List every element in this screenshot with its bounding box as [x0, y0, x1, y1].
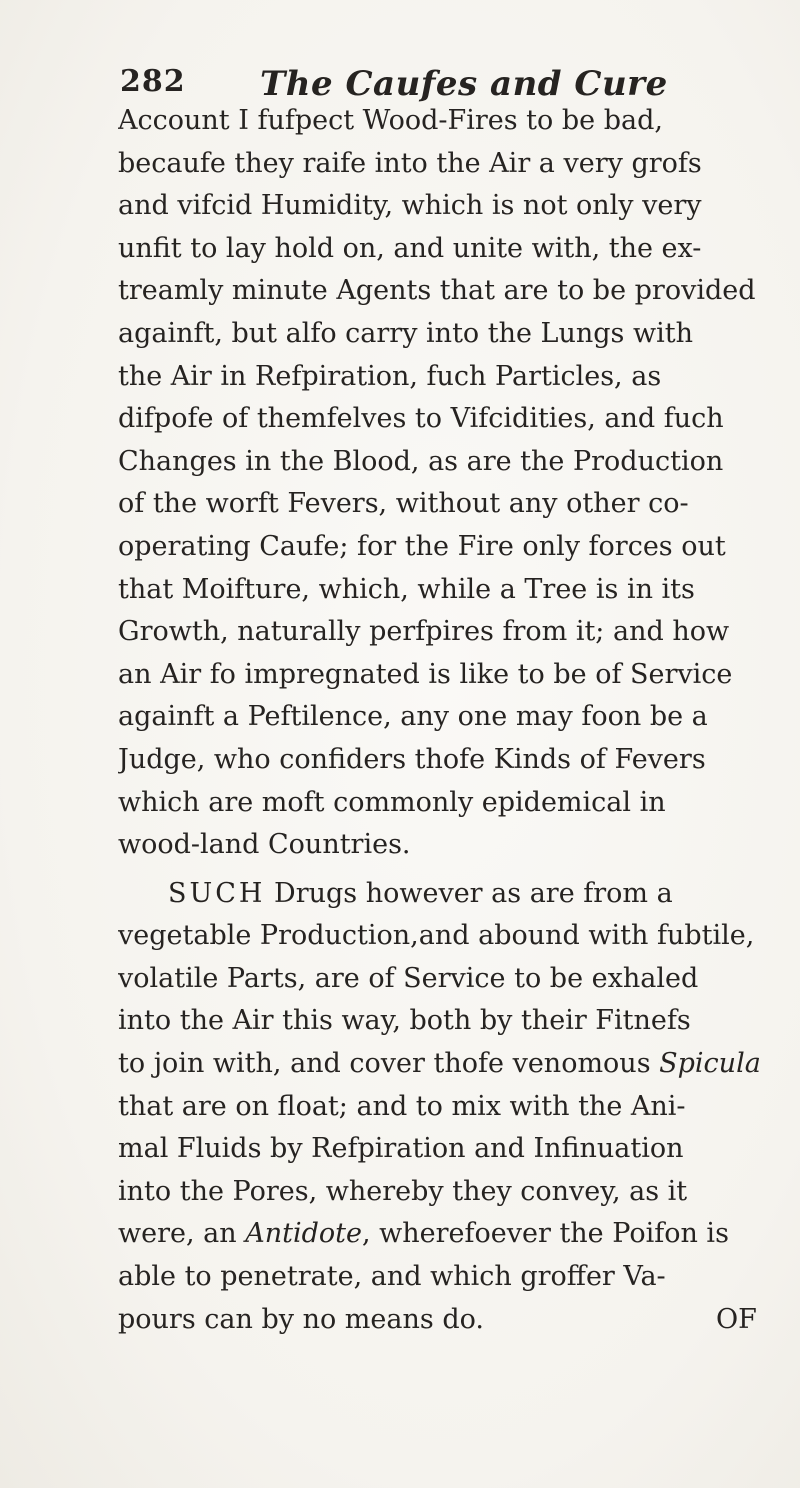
text-line — [118, 1299, 798, 1342]
body-text — [118, 100, 798, 1341]
text-line: difpofe of themfelves to Vifcidities, and fuch — [118, 403, 724, 435]
catchword: OF — [716, 1303, 757, 1335]
text-line: becaufe they raife into the Air a very grofs — [118, 147, 702, 179]
text-span: pours can by no means do. — [118, 1303, 484, 1335]
text-line: treamly minute Agents that are to be provided — [118, 275, 756, 307]
text-line: unfit to lay hold on, and unite with, the ex- — [118, 232, 702, 264]
text-line — [118, 1213, 798, 1256]
text-line: that are on float; and to mix with the Ani- — [118, 1090, 686, 1122]
page-number: 282 — [120, 64, 186, 99]
paragraph-opening: SUCH — [168, 877, 266, 909]
text-line: into the Pores, whereby they convey, as it — [118, 1175, 688, 1207]
text-line — [118, 873, 798, 916]
text-line: able to penetrate, and which groffer Va- — [118, 1261, 666, 1293]
text-line: an Air fo impregnated is like to be of Service — [118, 658, 733, 690]
text-line: into the Air this way, both by their Fitnefs — [118, 1005, 691, 1037]
paragraph-2 — [118, 873, 798, 1342]
text-line: mal Fluids by Refpiration and Infinuation — [118, 1133, 684, 1165]
text-line: Growth, naturally perfpires from it; and how — [118, 616, 730, 648]
text-span: Drugs however as are from a — [265, 877, 673, 909]
paragraph-1 — [118, 100, 798, 867]
text-line: vegetable Production,and abound with fubtile, — [118, 920, 755, 952]
text-span: were, an — [118, 1218, 246, 1250]
running-title: The Caufes and Cure — [260, 64, 668, 104]
text-line: which are moft commonly epidemical in — [118, 786, 666, 818]
italic-term: Antidote — [245, 1218, 362, 1250]
text-line: that Moifture, which, while a Tree is in its — [118, 573, 695, 605]
text-span: , wherefoever the Poifon is — [361, 1218, 729, 1250]
text-line: wood-land Countries. — [118, 829, 411, 861]
text-line — [118, 1043, 798, 1086]
text-span: to join with, and cover thofe venomous — [118, 1048, 660, 1080]
text-line: Changes in the Blood, as are the Production — [118, 445, 724, 477]
text-line: Judge, who confiders thofe Kinds of Fevers — [118, 743, 706, 775]
text-line: and vifcid Humidity, which is not only very — [118, 190, 702, 222]
text-line: againft a Peftilence, any one may foon be a — [118, 701, 708, 733]
text-line: of the worft Fevers, without any other co- — [118, 488, 689, 520]
text-line: Account I fufpect Wood-Fires to be bad, — [118, 105, 663, 136]
text-line: operating Caufe; for the Fire only forces out — [118, 530, 726, 562]
text-line: volatile Parts, are of Service to be exhaled — [118, 962, 699, 994]
text-line: the Air in Refpiration, fuch Particles, as — [118, 360, 662, 392]
italic-term: Spicula — [659, 1048, 761, 1080]
text-line: againft, but alfo carry into the Lungs with — [118, 317, 693, 349]
